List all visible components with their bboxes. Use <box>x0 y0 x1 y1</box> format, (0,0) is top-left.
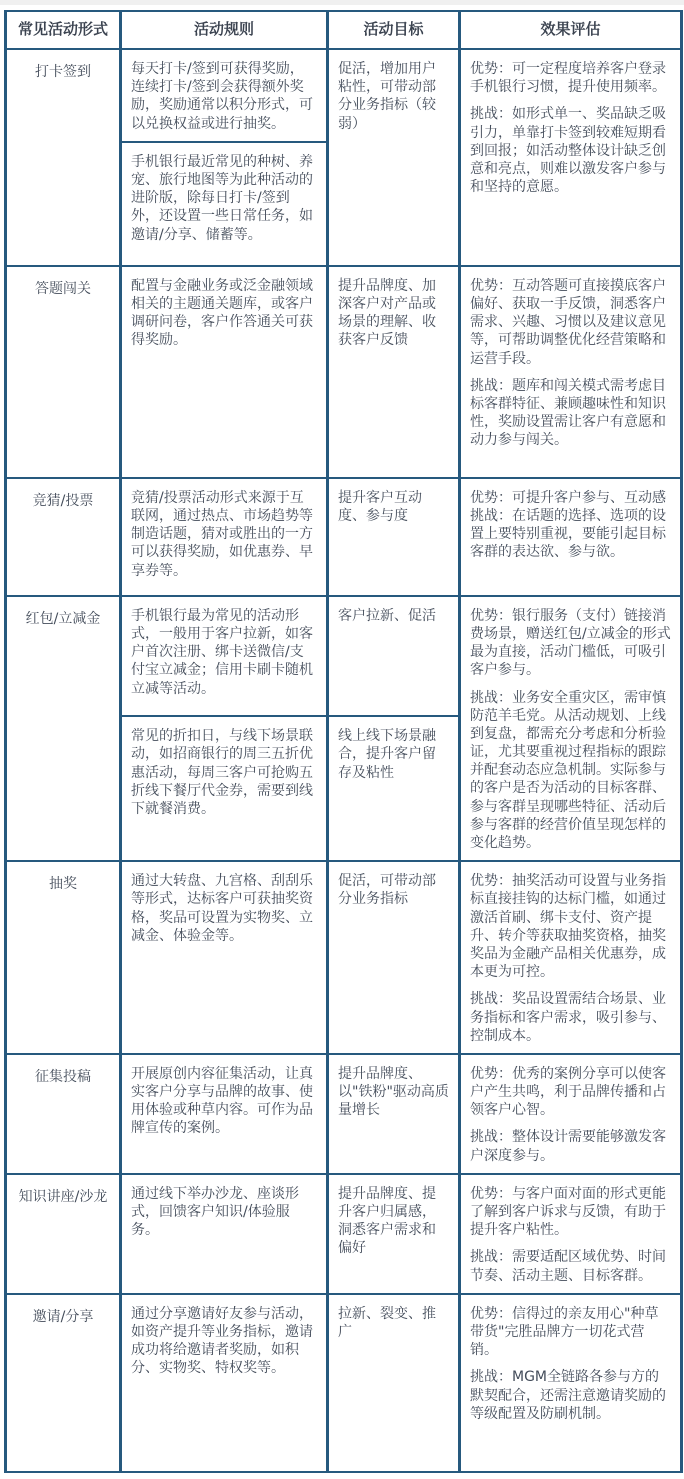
goal-cell: 线上线下场景融合，提升客户留存及粘性 <box>328 716 460 861</box>
eval-cell <box>460 596 682 861</box>
row-label: 邀请/分享 <box>6 1294 121 1472</box>
header-cell-eval: 效果评估 <box>460 11 682 49</box>
row-label: 知识讲座/沙龙 <box>6 1174 121 1294</box>
goal-cell: 客户拉新、促活 <box>328 596 460 716</box>
eval-cell <box>460 861 682 1054</box>
challenge-paragraph: 挑战：如形式单一、奖品缺乏吸引力，单靠打卡签到较难短期看到回报；如活动整体设计缺乏创意和亮点，则难以激发客户参与和坚持的意愿。 <box>470 106 666 196</box>
advantage-paragraph: 优势：优秀的案例分享可以使客户产生共鸣，利于品牌传播和占领客户心智。 <box>470 1065 666 1119</box>
rules-cell: 通过线下举办沙龙、座谈形式，回馈客户知识/体验服务。 <box>121 1174 328 1294</box>
header-cell-form: 常见活动形式 <box>6 11 121 49</box>
goal-cell: 提升品牌度、提升客户归属感，洞悉客户需求和偏好 <box>328 1174 460 1294</box>
advantage-paragraph: 优势：抽奖活动可设置与业务指标直接挂钩的达标门槛，如通过激活首刷、绑卡支付、资产提升、转介等获取抽奖资格，抽奖奖品为金融产品相关优惠券，成本更为可控。 <box>470 873 666 981</box>
eval-cell <box>460 49 682 266</box>
rules-cell: 开展原创内容征集活动，让真实客户分享与品牌的故事、使用体验或种草内容。可作为品牌宣传的案例。 <box>121 1054 328 1174</box>
challenge-paragraph: 挑战：题库和闯关模式需考虑目标客群特征、兼顾趣味性和知识性，奖励设置需让客户有意愿和动力参与闯关。 <box>470 377 666 449</box>
table-row-lecture <box>6 1174 682 1294</box>
rules-cell: 手机银行最近常见的种树、养宠、旅行地图等为此种活动的进阶版，除每日打卡/签到外，还设置一些日常任务，如邀请/分享、储蓄等。 <box>121 142 328 266</box>
table-row-guess-vote <box>6 478 682 596</box>
rules-cell: 每天打卡/签到可获得奖励，连续打卡/签到会获得额外奖励，奖励通常以积分形式，可以兑换权益或进行抽奖。 <box>121 49 328 142</box>
rules-cell: 竞猜/投票活动形式来源于互联网，通过热点、市场趋势等制造话题，猜对或胜出的一方可以获得奖励，如优惠券、早享券等。 <box>121 478 328 596</box>
table-row-redpacket <box>6 596 682 716</box>
advantage-paragraph: 优势：互动答题可直接摸底客户偏好、获取一手反馈，洞悉客户需求、兴趣、习惯以及建议意见等，可帮助调整优化经营策略和运营手段。 <box>470 277 666 367</box>
table-row-checkin <box>6 49 682 142</box>
row-label: 征集投稿 <box>6 1054 121 1174</box>
challenge-paragraph: 挑战：业务安全重灾区，需审慎防范羊毛党。从活动规划、上线到复盘，都需充分考虑和分析验证，尤其要重视过程指标的跟踪并配套动态应急机制。实际参与的客户是否为活动的目标客群、参与客群呈现哪些特征、活动后参与客群的经营价值呈现怎样的变化趋势。 <box>470 689 666 851</box>
header-row <box>6 11 682 49</box>
goal-cell: 提升客户互动度、参与度 <box>328 478 460 596</box>
eval-cell <box>460 1054 682 1174</box>
goal-cell: 促活，可带动部分业务指标 <box>328 861 460 1054</box>
rules-cell: 配置与金融业务或泛金融领域相关的主题通关题库，或客户调研问卷，客户作答通关可获得奖励。 <box>121 266 328 478</box>
goal-cell: 提升品牌度、以"铁粉"驱动高质量增长 <box>328 1054 460 1174</box>
top-divider <box>0 0 684 5</box>
challenge-paragraph: 挑战：需要适配区域优势、时间节奏、活动主题、目标客群。 <box>470 1249 666 1284</box>
challenge-paragraph: 挑战：MGM全链路各参与方的默契配合，还需注意邀请奖励的等级配置及防刷机制。 <box>470 1369 666 1422</box>
row-label: 红包/立减金 <box>6 596 121 861</box>
advantage-paragraph: 优势：可一定程度培养客户登录手机银行习惯，提升使用频率。 <box>470 61 666 96</box>
challenge-paragraph: 挑战：整体设计需要能够激发客户深度参与。 <box>470 1129 666 1164</box>
row-label: 答题闯关 <box>6 266 121 478</box>
row-label: 抽奖 <box>6 861 121 1054</box>
row-label: 打卡签到 <box>6 49 121 266</box>
eval-cell <box>460 1174 682 1294</box>
goal-cell: 促活，增加用户粘性，可带动部分业务指标（较弱） <box>328 49 460 266</box>
goal-cell: 拉新、裂变、推广 <box>328 1294 460 1472</box>
rules-cell: 常见的折扣日，与线下场景联动，如招商银行的周三五折优惠活动，每周三客户可抢购五折线下餐厅代金券，需要到线下就餐消费。 <box>121 716 328 861</box>
rules-cell: 通过大转盘、九宫格、刮刮乐等形式，达标客户可获抽奖资格，奖品可设置为实物奖、立减金、体验金等。 <box>121 861 328 1054</box>
eval-cell <box>460 478 682 596</box>
eval-cell <box>460 1294 682 1472</box>
table-row-invite <box>6 1294 682 1472</box>
eval-cell <box>460 266 682 478</box>
rules-cell: 手机银行最为常见的活动形式，一般用于客户拉新，如客户首次注册、绑卡送微信/支付宝立减金；信用卡刷卡随机立减等活动。 <box>121 596 328 716</box>
goal-cell: 提升品牌度、加深客户对产品或场景的理解、收获客户反馈 <box>328 266 460 478</box>
row-label: 竞猜/投票 <box>6 478 121 596</box>
advantage-paragraph: 优势：可提升客户参与、互动感 <box>470 489 666 506</box>
header-cell-goal: 活动目标 <box>328 11 460 49</box>
advantage-paragraph: 优势：银行服务（支付）链接消费场景，赠送红包/立减金的形式最为直接，活动门槛低，可吸引客户参与。 <box>470 607 671 679</box>
table-row-lottery <box>6 861 682 1054</box>
challenge-paragraph: 挑战：在话题的选择、选项的设置上要特别重视，要能引起目标客群的表达欲、参与欲。 <box>470 507 666 561</box>
header-cell-rules: 活动规则 <box>121 11 328 49</box>
table-row-quiz <box>6 266 682 478</box>
advantage-paragraph: 优势：信得过的亲友用心"种草带货"完胜品牌方一切花式营销。 <box>470 1305 659 1359</box>
rules-cell: 通过分享邀请好友参与活动，如资产提升等业务指标，邀请成功将给邀请者奖励，如积分、实物奖、特权奖等。 <box>121 1294 328 1472</box>
advantage-paragraph: 优势：与客户面对面的形式更能了解到客户诉求与反馈，有助于提升客户粘性。 <box>470 1185 666 1239</box>
table-row-ugc <box>6 1054 682 1174</box>
activity-format-table <box>4 10 683 1473</box>
challenge-paragraph: 挑战：奖品设置需结合场景、业务指标和客户需求，吸引参与、控制成本。 <box>470 991 666 1044</box>
